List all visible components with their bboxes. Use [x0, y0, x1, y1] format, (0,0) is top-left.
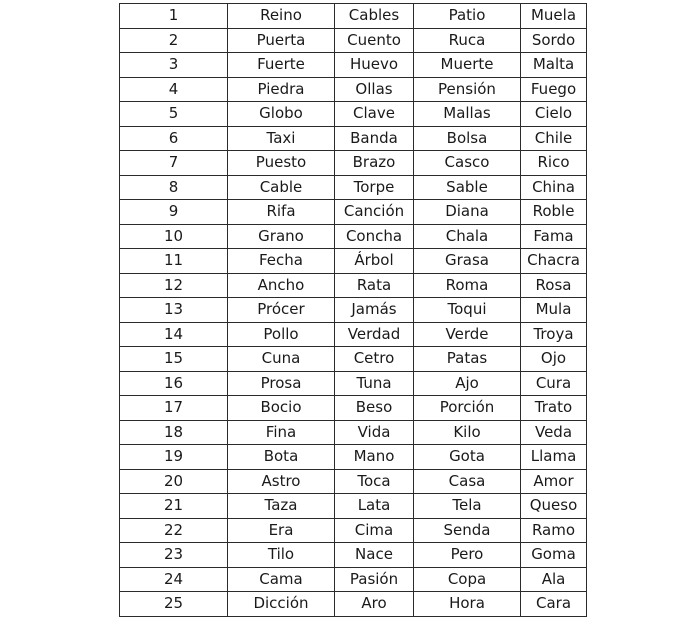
word-cell: Pollo	[228, 322, 335, 347]
table-row	[120, 445, 587, 470]
word-cell: Pasión	[335, 567, 414, 592]
word-cell: Sordo	[521, 28, 587, 53]
table-row	[120, 200, 587, 225]
word-cell: Dicción	[228, 592, 335, 617]
word-cell: Mula	[521, 298, 587, 323]
word-cell: Pero	[414, 543, 521, 568]
word-cell: Bocio	[228, 396, 335, 421]
row-number-cell: 9	[120, 200, 228, 225]
word-cell: Roble	[521, 200, 587, 225]
word-cell: Puesto	[228, 151, 335, 176]
word-cell: Casco	[414, 151, 521, 176]
word-cell: Goma	[521, 543, 587, 568]
row-number-cell: 22	[120, 518, 228, 543]
table-row	[120, 469, 587, 494]
word-cell: Fama	[521, 224, 587, 249]
word-cell: Rosa	[521, 273, 587, 298]
word-cell: Beso	[335, 396, 414, 421]
word-cell: Taza	[228, 494, 335, 519]
word-cell: Lata	[335, 494, 414, 519]
word-cell: Vida	[335, 420, 414, 445]
word-cell: Kilo	[414, 420, 521, 445]
row-number-cell: 7	[120, 151, 228, 176]
word-cell: Sable	[414, 175, 521, 200]
row-number-cell: 24	[120, 567, 228, 592]
word-cell: Cima	[335, 518, 414, 543]
word-cell: Puerta	[228, 28, 335, 53]
word-cell: Taxi	[228, 126, 335, 151]
word-cell: Cura	[521, 371, 587, 396]
word-cell: Chacra	[521, 249, 587, 274]
row-number-cell: 15	[120, 347, 228, 372]
row-number-cell: 11	[120, 249, 228, 274]
word-cell: Torpe	[335, 175, 414, 200]
word-cell: Prosa	[228, 371, 335, 396]
row-number-cell: 14	[120, 322, 228, 347]
word-cell: Ancho	[228, 273, 335, 298]
word-cell: Ala	[521, 567, 587, 592]
row-number-cell: 3	[120, 53, 228, 78]
word-cell: Veda	[521, 420, 587, 445]
word-cell: Reino	[228, 4, 335, 29]
word-cell: Canción	[335, 200, 414, 225]
row-number-cell: 25	[120, 592, 228, 617]
word-cell: China	[521, 175, 587, 200]
word-cell: Mallas	[414, 102, 521, 127]
word-cell: Concha	[335, 224, 414, 249]
table-row	[120, 224, 587, 249]
word-list-body	[120, 4, 587, 617]
row-number-cell: 2	[120, 28, 228, 53]
word-cell: Ollas	[335, 77, 414, 102]
word-cell: Verdad	[335, 322, 414, 347]
word-cell: Trato	[521, 396, 587, 421]
row-number-cell: 10	[120, 224, 228, 249]
word-cell: Muerte	[414, 53, 521, 78]
word-cell: Cetro	[335, 347, 414, 372]
word-cell: Clave	[335, 102, 414, 127]
word-cell: Jamás	[335, 298, 414, 323]
word-cell: Piedra	[228, 77, 335, 102]
word-cell: Banda	[335, 126, 414, 151]
word-cell: Era	[228, 518, 335, 543]
word-cell: Copa	[414, 567, 521, 592]
word-cell: Gota	[414, 445, 521, 470]
row-number-cell: 13	[120, 298, 228, 323]
word-cell: Patio	[414, 4, 521, 29]
table-row	[120, 102, 587, 127]
table-row	[120, 543, 587, 568]
table-row	[120, 420, 587, 445]
table-row	[120, 322, 587, 347]
word-cell: Huevo	[335, 53, 414, 78]
word-cell: Aro	[335, 592, 414, 617]
word-cell: Prócer	[228, 298, 335, 323]
word-cell: Rata	[335, 273, 414, 298]
table-row	[120, 371, 587, 396]
table-row	[120, 592, 587, 617]
table-row	[120, 175, 587, 200]
word-cell: Fuego	[521, 77, 587, 102]
word-cell: Brazo	[335, 151, 414, 176]
word-cell: Grasa	[414, 249, 521, 274]
word-cell: Ramo	[521, 518, 587, 543]
table-row	[120, 28, 587, 53]
word-cell: Tilo	[228, 543, 335, 568]
word-cell: Nace	[335, 543, 414, 568]
word-cell: Árbol	[335, 249, 414, 274]
word-cell: Muela	[521, 4, 587, 29]
word-cell: Cuna	[228, 347, 335, 372]
word-cell: Bota	[228, 445, 335, 470]
row-number-cell: 18	[120, 420, 228, 445]
word-cell: Fina	[228, 420, 335, 445]
table-row	[120, 298, 587, 323]
table-row	[120, 396, 587, 421]
row-number-cell: 5	[120, 102, 228, 127]
row-number-cell: 19	[120, 445, 228, 470]
table-row	[120, 53, 587, 78]
table-row	[120, 567, 587, 592]
word-cell: Roma	[414, 273, 521, 298]
word-cell: Globo	[228, 102, 335, 127]
word-cell: Ajo	[414, 371, 521, 396]
row-number-cell: 6	[120, 126, 228, 151]
word-cell: Troya	[521, 322, 587, 347]
word-cell: Queso	[521, 494, 587, 519]
row-number-cell: 21	[120, 494, 228, 519]
word-cell: Diana	[414, 200, 521, 225]
table-row	[120, 518, 587, 543]
word-cell: Hora	[414, 592, 521, 617]
word-cell: Fecha	[228, 249, 335, 274]
word-cell: Fuerte	[228, 53, 335, 78]
word-cell: Mano	[335, 445, 414, 470]
word-cell: Grano	[228, 224, 335, 249]
word-cell: Cuento	[335, 28, 414, 53]
word-cell: Malta	[521, 53, 587, 78]
table-row	[120, 494, 587, 519]
table-row	[120, 273, 587, 298]
word-cell: Porción	[414, 396, 521, 421]
table-row	[120, 77, 587, 102]
word-cell: Chile	[521, 126, 587, 151]
table-row	[120, 126, 587, 151]
word-cell: Ojo	[521, 347, 587, 372]
word-cell: Cama	[228, 567, 335, 592]
word-cell: Tuna	[335, 371, 414, 396]
word-cell: Verde	[414, 322, 521, 347]
table-row	[120, 151, 587, 176]
word-cell: Amor	[521, 469, 587, 494]
row-number-cell: 1	[120, 4, 228, 29]
row-number-cell: 23	[120, 543, 228, 568]
row-number-cell: 16	[120, 371, 228, 396]
word-cell: Senda	[414, 518, 521, 543]
word-cell: Bolsa	[414, 126, 521, 151]
row-number-cell: 17	[120, 396, 228, 421]
word-cell: Cielo	[521, 102, 587, 127]
word-cell: Astro	[228, 469, 335, 494]
word-cell: Patas	[414, 347, 521, 372]
word-cell: Rico	[521, 151, 587, 176]
word-cell: Tela	[414, 494, 521, 519]
word-cell: Cables	[335, 4, 414, 29]
word-cell: Chala	[414, 224, 521, 249]
row-number-cell: 20	[120, 469, 228, 494]
word-cell: Toca	[335, 469, 414, 494]
word-cell: Pensión	[414, 77, 521, 102]
table-row	[120, 4, 587, 29]
word-cell: Cable	[228, 175, 335, 200]
word-cell: Rifa	[228, 200, 335, 225]
word-cell: Toqui	[414, 298, 521, 323]
row-number-cell: 4	[120, 77, 228, 102]
word-cell: Ruca	[414, 28, 521, 53]
word-list-table	[119, 3, 587, 617]
row-number-cell: 8	[120, 175, 228, 200]
word-cell: Casa	[414, 469, 521, 494]
word-cell: Cara	[521, 592, 587, 617]
word-cell: Llama	[521, 445, 587, 470]
table-row	[120, 347, 587, 372]
table-row	[120, 249, 587, 274]
row-number-cell: 12	[120, 273, 228, 298]
